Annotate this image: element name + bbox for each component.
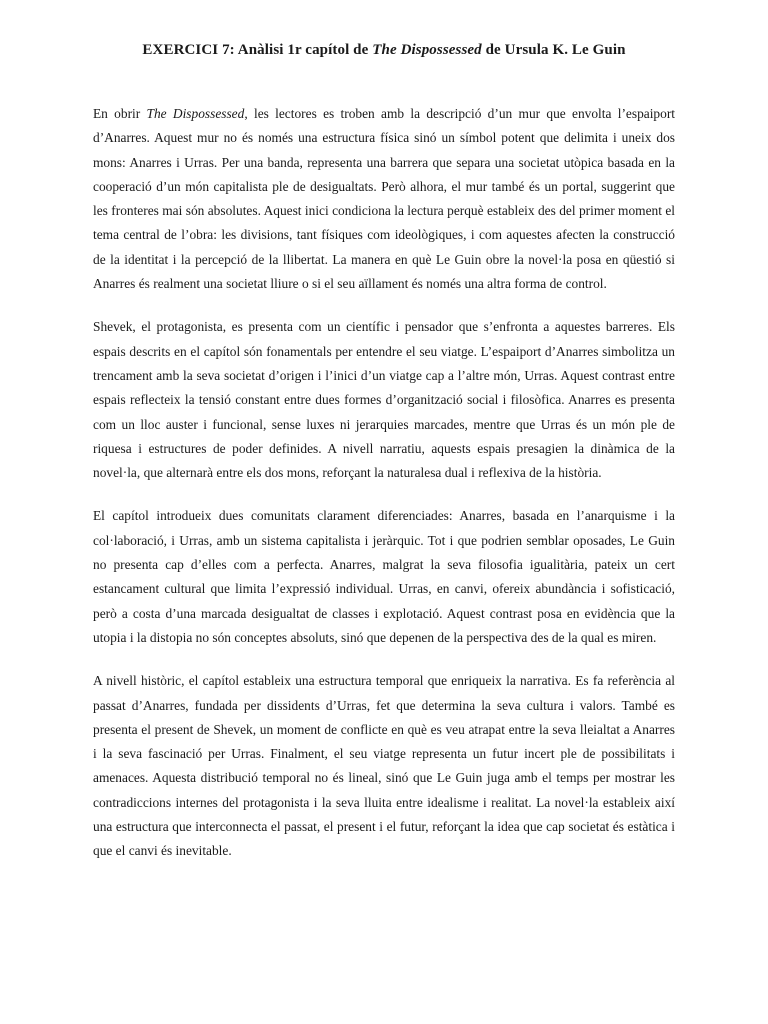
title-prefix: EXERCICI 7: Anàlisi 1r capítol de: [142, 42, 373, 58]
paragraph-1-rest: , les lectores es troben amb la descripció d’un mur que envolta l’espaiport d’Anarres. Aquest mur no és només una estructura física sinó un símbol potent que delimita i uneix dos mons: Anarres i Urras. Per una banda, representa una barrera que separa una societat utòpica basada en la cooperació d’un món capitalista ple de desigualtats. Però alhora, el mur també és un portal, suggerint que les fronteres mai són absolutes. Aquest inici condiciona la lectura perquè estableix des del primer moment el tema central de l’obra: les divisions, tant físiques com ideològiques, i com aquestes afecten la construcció de la identitat i la percepció de la llibertat. La manera en què Le Guin obre la novel·la posa en qüestió si Anarres és realment una societat lliure o si el seu aïllament és només una altra forma de control.: [93, 106, 676, 292]
title-suffix: de Ursula K. Le Guin: [481, 42, 626, 58]
document-title: [93, 0, 675, 59]
paragraph-1-work: The Dispossessed: [146, 106, 245, 121]
paragraph-2: Shevek, el protagonista, es presenta com un científic i pensador que s’enfronta a aquestes barreres. Els espais descrits en el capítol són fonamentals per entendre el seu viatge. L’espaiport d’Anarres simbolitza un trencament amb la seva societat d’origen i l’inici d’un viatge cap a l’altre món, Urras. Aquest contrast entre espais reflecteix la tensió constant entre dues formes d’organització social i filosòfica. Anarres es presenta com un lloc auster i funcional, sense luxes ni jerarquies marcades, mentre que Urras és un món ple de riquesa i estructures de poder definides. A nivell narratiu, aquests espais presagien la dinàmica de la novel·la, que alternarà entre els dos mons, reforçant la naturalesa dual i reflexiva de la història.: [93, 319, 675, 481]
paragraph-1-intro: En obrir: [93, 106, 147, 121]
title-work: The Dispossessed: [372, 42, 482, 58]
paragraph-1: [93, 102, 675, 296]
document-body: [93, 102, 675, 864]
paragraph-3: El capítol introdueix dues comunitats clarament diferenciades: Anarres, basada en l’anarquisme i la col·laboració, i Urras, amb un sistema capitalista i jeràrquic. Tot i que podrien semblar oposades, Le Guin no presenta cap d’elles com a perfecta. Anarres, malgrat la seva filosofia igualitària, pateix un cert estancament cultural que limita l’expressió individual. Urras, en canvi, ofereix abundància i sofisticació, però a costa d’una marcada desigualtat de classes i explotació. Aquest contrast posa en evidència que la utopia i la distopia no són conceptes absoluts, sinó que depenen de la perspectiva des de la qual es miren.: [93, 508, 675, 645]
paragraph-4: A nivell històric, el capítol estableix una estructura temporal que enriqueix la narrativa. Es fa referència al passat d’Anarres, fundada per dissidents d’Urras, fet que determina la seva cultura i valors. També es presenta el present de Shevek, un moment de conflicte en què es veu atrapat entre la seva lleialtat a Anarres i la seva fascinació per Urras. Finalment, el seu viatge representa un futur incert ple de possibilitats i amenaces. Aquesta distribució temporal no és lineal, sinó que Le Guin juga amb el temps per mostrar les contradiccions internes del protagonista i la seva lluita entre idealisme i realitat. La novel·la estableix així una estructura que interconnecta el passat, el present i el futur, reforçant la idea que cap societat és estàtica i que el canvi és inevitable.: [93, 673, 675, 859]
